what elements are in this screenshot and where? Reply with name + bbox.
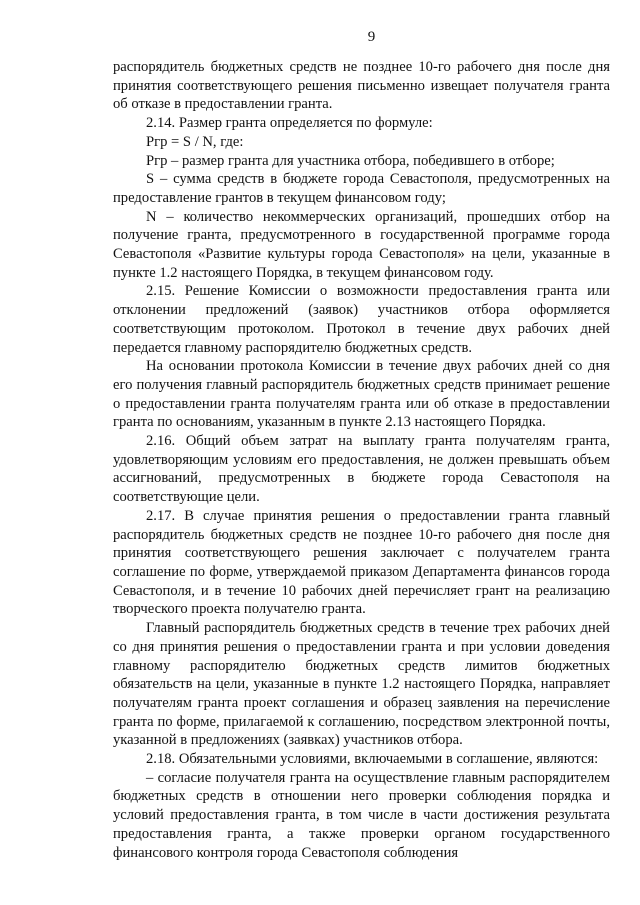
paragraph: S – сумма средств в бюджете города Севастополя, предусмотренных на предоставление грантов в текущем финансовом году;	[113, 171, 610, 206]
paragraph: Ргр = S / N, где:	[146, 133, 244, 150]
paragraph: 2.16. Общий объем затрат на выплату гранта получателям гранта, удовлетворяющим условиям его предоставления, не должен превышать объем ассигнований, предусмотренных в бюджете города Севастополя на соответствующие цели.	[113, 433, 610, 506]
page-number: 9	[367, 29, 376, 45]
paragraph: Ргр – размер гранта для участника отбора, победившего в отборе;	[146, 152, 555, 169]
paragraph: 2.15. Решение Комиссии о возможности предоставления гранта или отклонении предложений (заявок) участников отбора оформляется соответствующим протоколом. Протокол в течение двух рабочих дней передается главному распорядителю бюджетных средств.	[113, 283, 610, 356]
paragraph: 2.18. Обязательными условиями, включаемыми в соглашение, являются:	[146, 751, 599, 768]
paragraph: N – количество некоммерческих организаций, прошедших отбор на получение гранта, предусмотренного в государственной программе города Севастополя «Развитие культуры города Севастополя» на цели, указанные в пункте 1.2 настоящего Порядка, в текущем финансовом году.	[113, 208, 610, 281]
document-body	[113, 58, 610, 862]
paragraph: 2.14. Размер гранта определяется по формуле:	[146, 115, 433, 132]
paragraph: На основании протокола Комиссии в течение двух рабочих дней со дня его получения главный распорядитель бюджетных средств принимает решение о предоставлении гранта получателям гранта или об отказе в предоставлении гранта по основаниям, указанным в пункте 2.13 настоящего Порядка.	[113, 358, 610, 431]
paragraph: 2.17. В случае принятия решения о предоставлении гранта главный распорядитель бюджетных средств не позднее 10-го рабочего дня после дня принятия соответствующего решения заключает с получателем гранта соглашение по форме, утверждаемой приказом Департамента финансов города Севастополя, и в течение 10 рабочих дней перечисляет грант на реализацию творческого проекта получателю гранта.	[113, 507, 610, 618]
paragraph: Главный распорядитель бюджетных средств в течение трех рабочих дней со дня принятия решения о предоставлении гранта и при условии доведения главному распорядителю бюджетных средств лимитов бюджетных обязательств на цели, указанные в пункте 1.2 настоящего Порядка, направляет получателям гранта проект соглашения и образец заявления на перечисление гранта по форме, прилагаемой к соглашению, посредством электронной почты, указанной в предложениях (заявках) участников отбора.	[113, 620, 610, 749]
paragraph: распорядитель бюджетных средств не позднее 10-го рабочего дня после дня принятия соответствующего решения письменно извещает получателя гранта об отказе в предоставлении гранта.	[113, 59, 610, 113]
paragraph: – согласие получателя гранта на осуществление главным распорядителем бюджетных средств в отношении него проверки соблюдения порядка и условий предоставления гранта, в том числе в части достижения результата предоставления гранта, а также проверки органом государственного финансового контроля города Севастополя соблюдения	[113, 769, 610, 861]
